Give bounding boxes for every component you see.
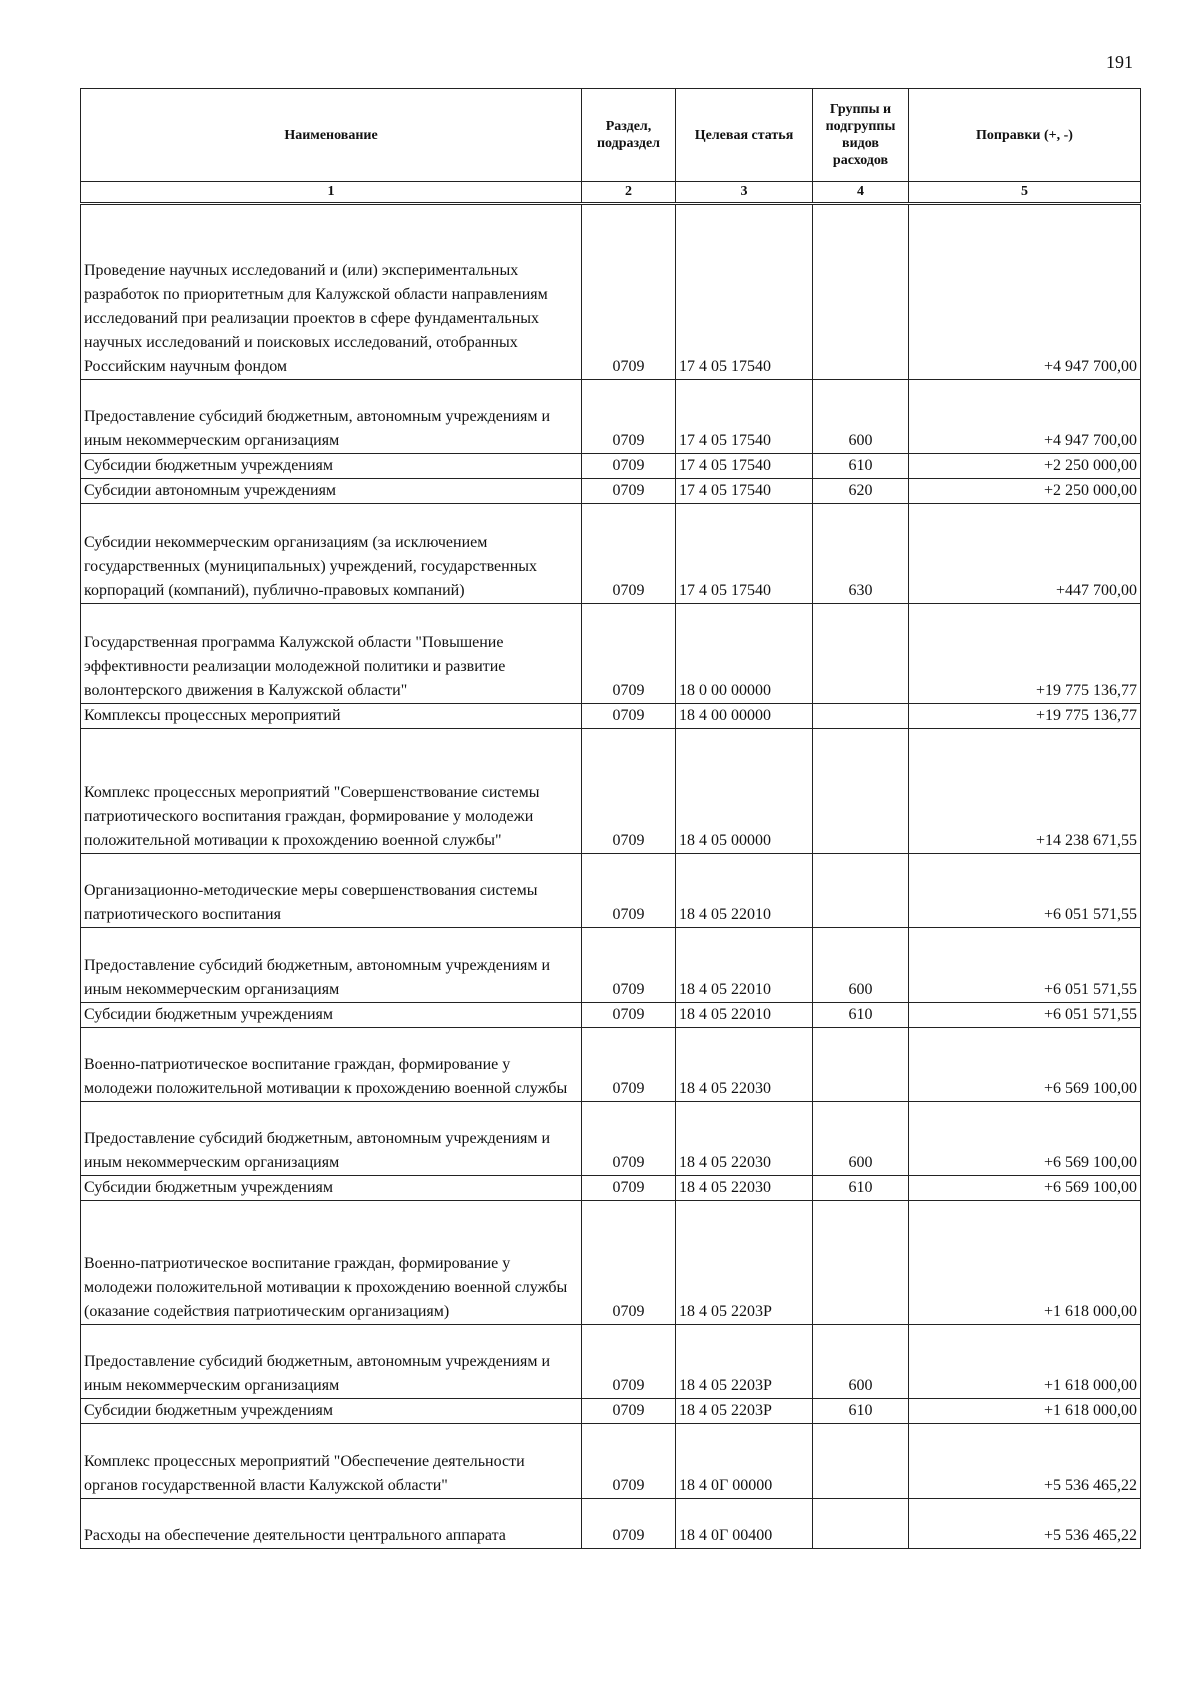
row-group: 630 [813,504,909,604]
row-target: 18 4 0Г 00400 [676,1499,813,1549]
row-target: 18 4 05 22010 [676,854,813,928]
column-number: 3 [676,182,813,204]
column-number: 1 [81,182,582,204]
row-group: 610 [813,1176,909,1201]
table-row [81,704,1141,729]
row-group [813,1028,909,1102]
row-section: 0709 [582,204,676,380]
table-row [81,928,1141,1003]
column-number: 4 [813,182,909,204]
row-section: 0709 [582,854,676,928]
row-name: Субсидии бюджетным учреждениям [81,1003,582,1028]
row-section: 0709 [582,604,676,704]
table-row [81,204,1141,380]
row-name: Организационно-методические меры совершенствования системы патриотического воспитания [81,854,582,928]
row-amount: +6 051 571,55 [909,854,1141,928]
row-amount: +19 775 136,77 [909,604,1141,704]
row-group [813,204,909,380]
row-target: 18 4 05 2203Р [676,1201,813,1325]
row-group [813,1424,909,1499]
row-section: 0709 [582,1028,676,1102]
row-group [813,729,909,854]
row-target: 18 4 05 22030 [676,1102,813,1176]
row-section: 0709 [582,1176,676,1201]
table-row [81,1028,1141,1102]
row-name: Комплексы процессных мероприятий [81,704,582,729]
row-section: 0709 [582,1003,676,1028]
row-amount: +1 618 000,00 [909,1399,1141,1424]
row-name: Предоставление субсидий бюджетным, автономным учреждениям и иным некоммерческим организациям [81,1102,582,1176]
row-amount: +1 618 000,00 [909,1201,1141,1325]
row-name: Предоставление субсидий бюджетным, автономным учреждениям и иным некоммерческим организациям [81,380,582,454]
row-target: 18 4 05 2203Р [676,1399,813,1424]
row-section: 0709 [582,454,676,479]
row-name: Субсидии бюджетным учреждениям [81,1399,582,1424]
row-amount: +4 947 700,00 [909,380,1141,454]
row-amount: +447 700,00 [909,504,1141,604]
row-target: 18 4 05 00000 [676,729,813,854]
column-number: 5 [909,182,1141,204]
row-section: 0709 [582,1102,676,1176]
row-group [813,854,909,928]
row-section: 0709 [582,704,676,729]
row-name: Проведение научных исследований и (или) экспериментальных разработок по приоритетным для Калужской области направлениям исследований при реализации проектов в сфере фундаментальных научных исследований и поисковых исследований, отобранных Российским научным фондом [81,204,582,380]
row-section: 0709 [582,1201,676,1325]
row-target: 18 4 00 00000 [676,704,813,729]
row-name: Расходы на обеспечение деятельности центрального аппарата [81,1499,582,1549]
table-row [81,1102,1141,1176]
row-name: Комплекс процессных мероприятий "Совершенствование системы патриотического воспитания граждан, формирование у молодежи положительной мотивации к прохождению военной службы" [81,729,582,854]
column-number: 2 [582,182,676,204]
table-row [81,504,1141,604]
row-group: 600 [813,380,909,454]
row-section: 0709 [582,729,676,854]
row-amount: +4 947 700,00 [909,204,1141,380]
table-row [81,1499,1141,1549]
row-section: 0709 [582,1424,676,1499]
row-target: 17 4 05 17540 [676,454,813,479]
row-name: Субсидии бюджетным учреждениям [81,454,582,479]
row-amount: +5 536 465,22 [909,1424,1141,1499]
row-section: 0709 [582,479,676,504]
header-target: Целевая статья [676,89,813,182]
row-section: 0709 [582,504,676,604]
table-row [81,1325,1141,1399]
row-target: 17 4 05 17540 [676,479,813,504]
table-row [81,380,1141,454]
row-section: 0709 [582,1325,676,1399]
row-name: Субсидии автономным учреждениям [81,479,582,504]
table-row [81,729,1141,854]
row-section: 0709 [582,1399,676,1424]
header-groups: Группы и подгруппы видов расходов [813,89,909,182]
row-name: Предоставление субсидий бюджетным, автономным учреждениям и иным некоммерческим организациям [81,928,582,1003]
row-amount: +2 250 000,00 [909,454,1141,479]
row-amount: +6 051 571,55 [909,1003,1141,1028]
row-target: 18 4 05 22010 [676,928,813,1003]
row-group: 610 [813,454,909,479]
page-number: 191 [1106,52,1133,72]
table-row [81,1003,1141,1028]
row-group [813,704,909,729]
row-section: 0709 [582,380,676,454]
row-amount: +14 238 671,55 [909,729,1141,854]
table-row [81,1176,1141,1201]
row-target: 18 4 05 2203Р [676,1325,813,1399]
row-amount: +6 051 571,55 [909,928,1141,1003]
row-amount: +5 536 465,22 [909,1499,1141,1549]
table-row [81,1201,1141,1325]
row-target: 17 4 05 17540 [676,204,813,380]
header-name: Наименование [81,89,582,182]
table-row [81,479,1141,504]
row-amount: +19 775 136,77 [909,704,1141,729]
row-target: 18 4 05 22030 [676,1028,813,1102]
table-row [81,454,1141,479]
row-amount: +6 569 100,00 [909,1102,1141,1176]
row-name: Государственная программа Калужской области "Повышение эффективности реализации молодежной политики и развитие волонтерского движения в Калужской области" [81,604,582,704]
row-target: 18 4 0Г 00000 [676,1424,813,1499]
row-group [813,1499,909,1549]
row-amount: +1 618 000,00 [909,1325,1141,1399]
row-target: 18 0 00 00000 [676,604,813,704]
row-group: 610 [813,1003,909,1028]
row-name: Комплекс процессных мероприятий "Обеспечение деятельности органов государственной власти Калужской области" [81,1424,582,1499]
row-name: Предоставление субсидий бюджетным, автономным учреждениям и иным некоммерческим организациям [81,1325,582,1399]
row-group [813,1201,909,1325]
table-row [81,1424,1141,1499]
row-group: 600 [813,1325,909,1399]
row-section: 0709 [582,928,676,1003]
row-target: 17 4 05 17540 [676,504,813,604]
row-group [813,604,909,704]
row-name: Субсидии некоммерческим организациям (за исключением государственных (муниципальных) учреждений, государственных корпораций (компаний), публично-правовых компаний) [81,504,582,604]
row-name: Военно-патриотическое воспитание граждан, формирование у молодежи положительной мотивации к прохождению военной службы [81,1028,582,1102]
row-target: 17 4 05 17540 [676,380,813,454]
table-row [81,854,1141,928]
row-name: Субсидии бюджетным учреждениям [81,1176,582,1201]
budget-amendments-table [80,88,1141,1549]
row-group: 600 [813,1102,909,1176]
row-group: 600 [813,928,909,1003]
row-target: 18 4 05 22030 [676,1176,813,1201]
row-section: 0709 [582,1499,676,1549]
row-amount: +6 569 100,00 [909,1176,1141,1201]
row-amount: +2 250 000,00 [909,479,1141,504]
row-target: 18 4 05 22010 [676,1003,813,1028]
table-row [81,1399,1141,1424]
row-amount: +6 569 100,00 [909,1028,1141,1102]
row-name: Военно-патриотическое воспитание граждан, формирование у молодежи положительной мотивации к прохождению военной службы (оказание содействия патриотическим организациям) [81,1201,582,1325]
table-row [81,604,1141,704]
header-section: Раздел, подраздел [582,89,676,182]
row-group: 610 [813,1399,909,1424]
row-group: 620 [813,479,909,504]
header-amendments: Поправки (+, -) [909,89,1141,182]
